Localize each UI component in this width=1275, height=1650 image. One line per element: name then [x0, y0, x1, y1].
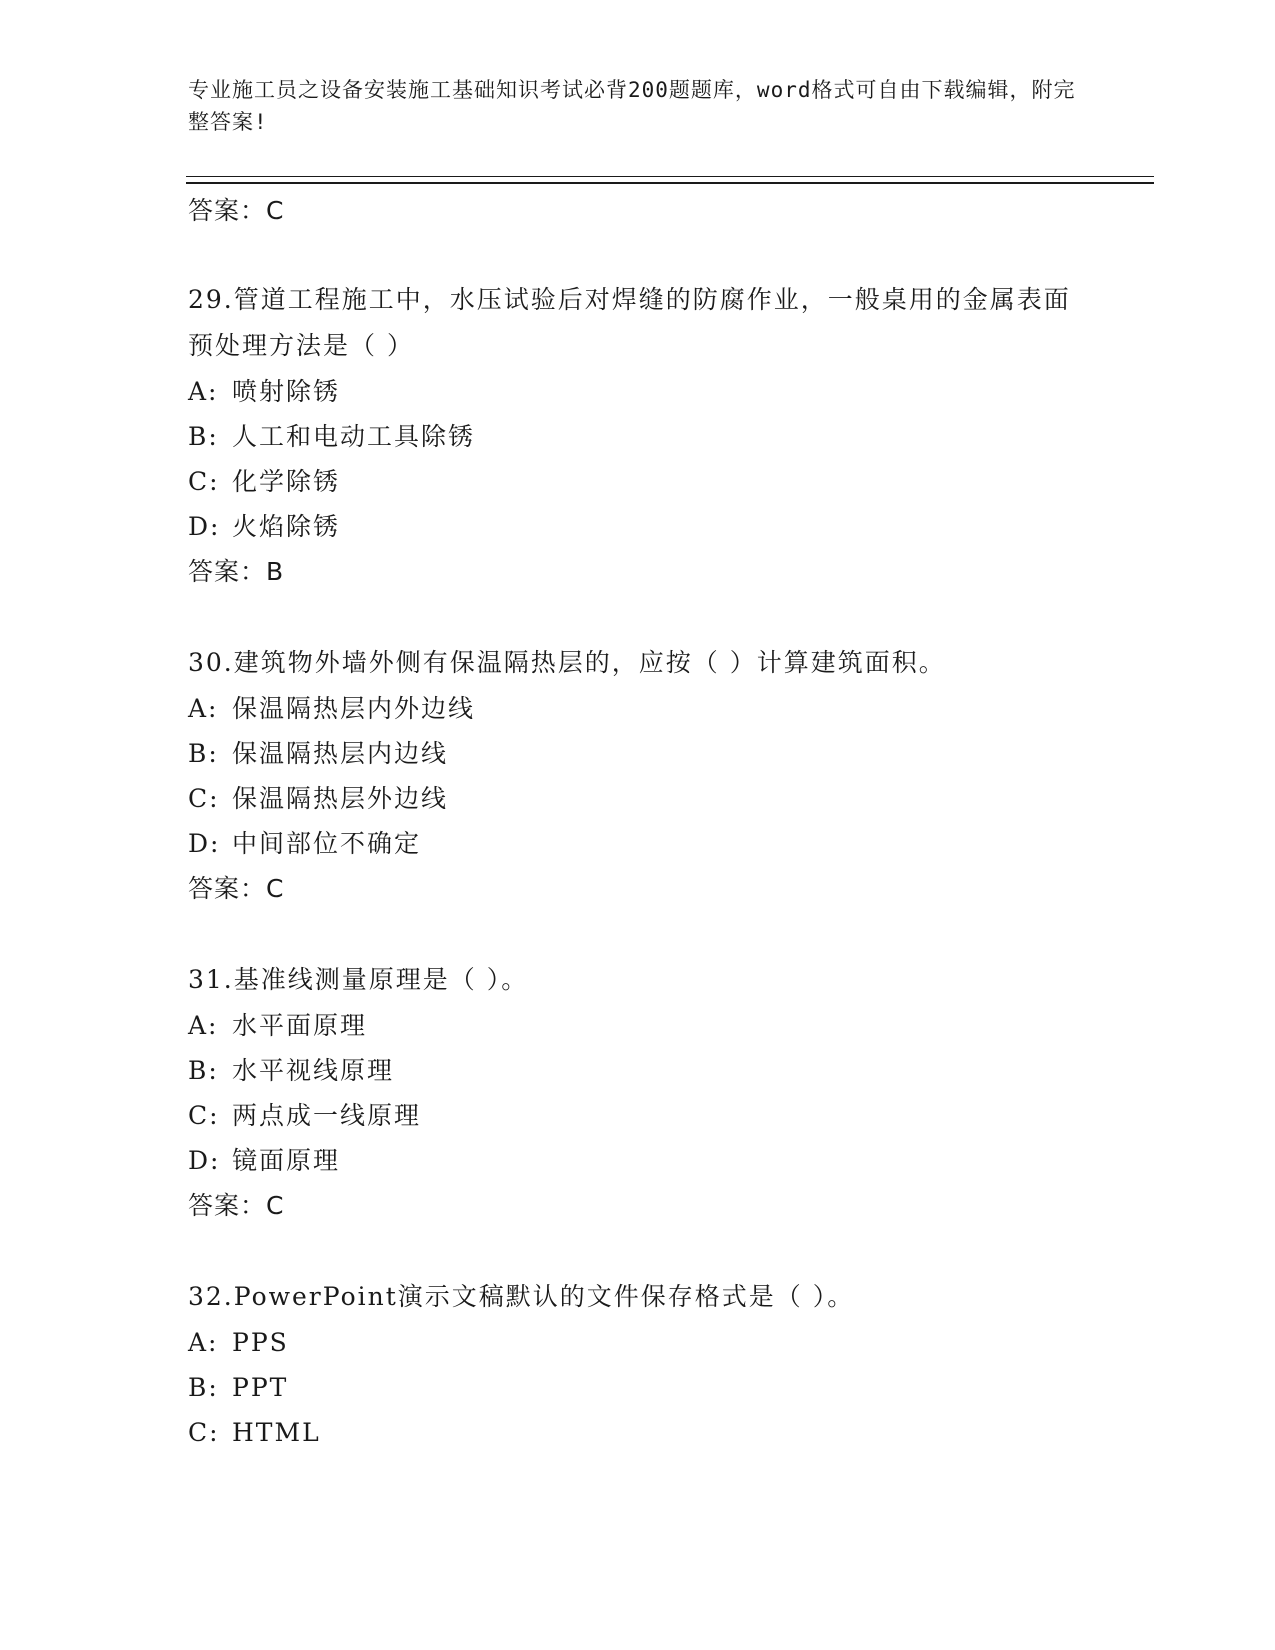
- option-text: HTML: [232, 1418, 321, 1447]
- option-text: PPS: [232, 1328, 289, 1357]
- question-stem: 29.管道工程施工中，水压试验后对焊缝的防腐作业，一般桌用的金属表面预处理方法是（ ）: [188, 285, 1071, 360]
- option-letter: B:: [188, 739, 219, 768]
- question-item: [188, 277, 1088, 594]
- option-letter: D:: [188, 1146, 221, 1175]
- option-b: [188, 414, 1088, 459]
- option-c: [188, 1093, 1088, 1138]
- option-text: 喷射除锈: [232, 377, 341, 406]
- header-divider: [186, 176, 1154, 184]
- option-letter: D:: [188, 829, 221, 858]
- question-stem: 30.建筑物外墙外侧有保温隔热层的，应按（ ）计算建筑面积。: [188, 648, 946, 677]
- option-letter: A:: [188, 1011, 219, 1040]
- option-letter: C:: [188, 1418, 220, 1447]
- question-list: [188, 191, 1088, 1455]
- option-a: [188, 686, 1088, 731]
- option-letter: B:: [188, 1373, 219, 1402]
- option-letter: C:: [188, 1101, 220, 1130]
- option-b: [188, 731, 1088, 776]
- option-text: 保温隔热层外边线: [232, 784, 449, 813]
- option-text: 火焰除锈: [232, 512, 341, 541]
- question-stem: 32.PowerPoint演示文稿默认的文件保存格式是（ ）。: [188, 1282, 855, 1311]
- option-letter: A:: [188, 1328, 219, 1357]
- answer-line: 答案：B: [188, 557, 285, 586]
- option-d: [188, 504, 1088, 549]
- option-c: [188, 1410, 1088, 1455]
- answer-line: 答案：C: [188, 1191, 285, 1220]
- option-text: 人工和电动工具除锈: [232, 422, 476, 451]
- option-text: PPT: [232, 1373, 289, 1402]
- option-text: 中间部位不确定: [232, 829, 422, 858]
- option-letter: C:: [188, 784, 220, 813]
- question-item: [188, 1274, 1088, 1455]
- option-d: [188, 1138, 1088, 1183]
- option-text: 两点成一线原理: [232, 1101, 422, 1130]
- option-letter: D:: [188, 512, 221, 541]
- option-text: 化学除锈: [232, 467, 341, 496]
- page-header-title: 专业施工员之设备安装施工基础知识考试必背200题题库，word格式可自由下载编辑，附完整答案!: [188, 78, 1076, 134]
- option-c: [188, 459, 1088, 504]
- question-stem: 31.基准线测量原理是（ ）。: [188, 965, 529, 994]
- option-text: 水平面原理: [232, 1011, 368, 1040]
- option-a: [188, 369, 1088, 414]
- option-text: 镜面原理: [232, 1146, 341, 1175]
- option-letter: A:: [188, 694, 219, 723]
- option-letter: B:: [188, 1056, 219, 1085]
- option-text: 水平视线原理: [232, 1056, 395, 1085]
- answer-line: 答案：C: [188, 874, 285, 903]
- option-a: [188, 1003, 1088, 1048]
- option-text: 保温隔热层内外边线: [232, 694, 476, 723]
- answer-line: 答案：C: [188, 196, 285, 225]
- option-letter: B:: [188, 422, 219, 451]
- question-item: [188, 957, 1088, 1228]
- option-d: [188, 821, 1088, 866]
- question-item: [188, 640, 1088, 911]
- option-b: [188, 1048, 1088, 1093]
- option-b: [188, 1365, 1088, 1410]
- option-a: [188, 1320, 1088, 1365]
- option-letter: C:: [188, 467, 220, 496]
- option-c: [188, 776, 1088, 821]
- option-letter: A:: [188, 377, 219, 406]
- option-text: 保温隔热层内边线: [232, 739, 449, 768]
